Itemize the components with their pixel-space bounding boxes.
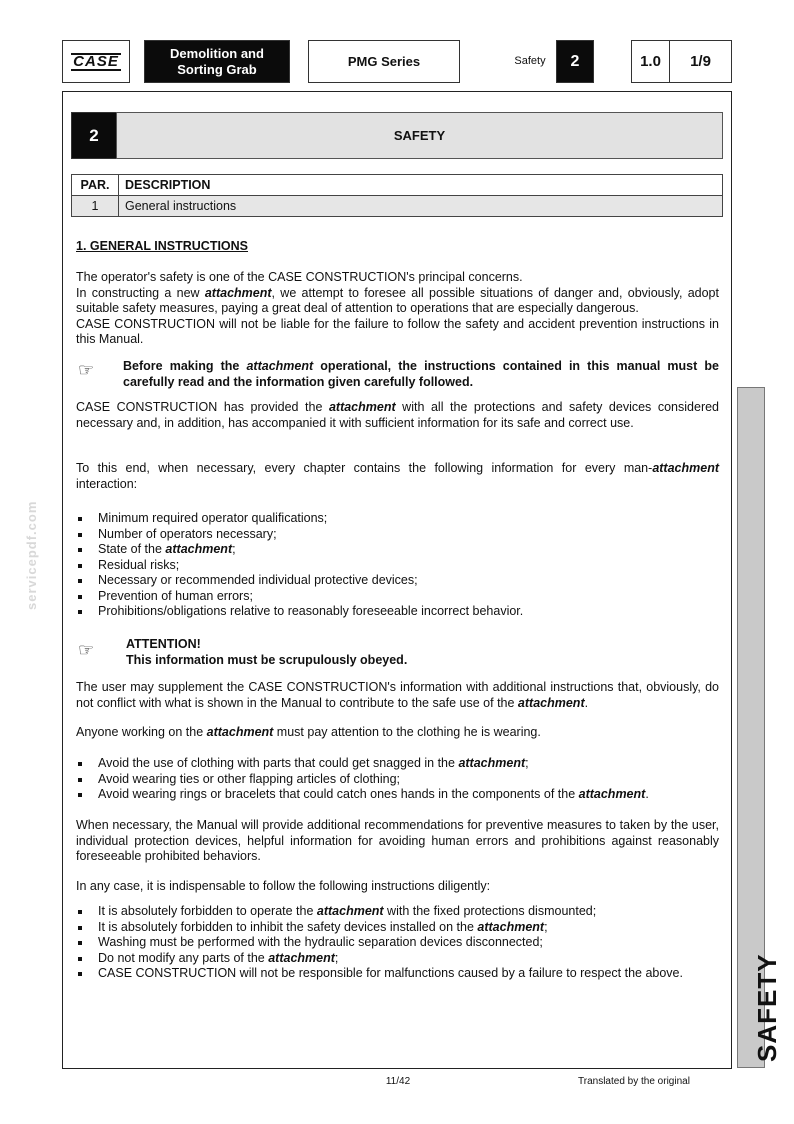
list-item [76, 920, 719, 936]
watermark: servicepdf.com [24, 500, 39, 610]
text: operational, the instructions contained in this manual must be carefully read and the information given carefully followed. [123, 359, 719, 389]
list-item [76, 787, 719, 803]
page-of-chapter: 1/9 [669, 40, 732, 83]
chapter-info-list [76, 511, 719, 620]
term-attachment: attachment [652, 461, 719, 475]
term-attachment: attachment [165, 542, 233, 556]
text: with all the protections and safety devices considered necessary and, in addition, has accompanied it with sufficient information for its safe and correct use. [76, 400, 720, 430]
table-header-row [72, 175, 723, 196]
supplement-paragraph [76, 680, 719, 711]
paragraph-index-table [71, 174, 723, 217]
text: It is absolutely forbidden to operate the [98, 904, 317, 918]
text: Anyone working on the [76, 725, 207, 739]
term-attachment: attachment [458, 756, 526, 770]
term-attachment: attachment [206, 725, 274, 739]
row-par: 1 [72, 196, 119, 217]
clothing-list [76, 756, 719, 803]
term-attachment: attachment [204, 285, 272, 300]
clothing-paragraph [76, 725, 719, 741]
text: In constructing a new [76, 285, 205, 300]
text: It is absolutely forbidden to inhibit the safety devices installed on the [98, 919, 478, 934]
text: Before making the [123, 359, 247, 373]
list-item: Necessary or recommended individual protective devices; [76, 573, 719, 589]
list-item [76, 951, 719, 967]
list-item: Washing must be performed with the hydraulic separation devices disconnected; [76, 935, 719, 951]
pointing-hand-icon: ☞ [78, 640, 95, 660]
side-tab-label: SAFETY [752, 953, 782, 1062]
header-par: PAR. [72, 175, 119, 196]
list-item: Minimum required operator qualifications; [76, 511, 719, 527]
product-title-box [144, 40, 290, 83]
section-heading: 1. GENERAL INSTRUCTIONS [76, 239, 249, 253]
recommendations-paragraph: When necessary, the Manual will provide additional recommendations for preventive measures to taken by the user, individual protection devices, helpful information for avoiding human errors and prohibitions against reasonably foreseeable prohibited behaviors. [76, 818, 719, 863]
text: Avoid wearing rings or bracelets that could catch ones hands in the components of the [98, 787, 579, 801]
intro-constructing [76, 286, 719, 317]
series-label: PMG Series [347, 54, 421, 69]
chapter-title: SAFETY [116, 112, 723, 159]
header-description: DESCRIPTION [119, 175, 723, 196]
text: interaction: [76, 476, 138, 491]
page-number: 11/42 [385, 1076, 411, 1087]
instructions-list [76, 904, 719, 982]
revision-number: 1.0 [631, 40, 670, 83]
term-attachment: attachment [477, 919, 545, 934]
product-title-line1: Demolition and [170, 45, 264, 61]
text: . [645, 787, 649, 801]
list-item: Prevention of human errors; [76, 589, 719, 605]
text: State of the [98, 542, 166, 556]
term-attachment: attachment [268, 950, 335, 965]
text: , we attempt to foresee all possible situations of danger and, obviously, adopt suitable safety measures, paying a great deal of attention to operations that are especially dangerous. [76, 285, 719, 315]
instructions-intro: In any case, it is indispensable to follow the following instructions diligently: [76, 879, 491, 893]
text: To this end, when necessary, every chapter contains the following information for every man- [76, 461, 653, 475]
text: ; [544, 919, 548, 934]
text: ; [232, 542, 236, 556]
translation-note: Translated by the original [578, 1076, 690, 1087]
note-read-manual [123, 359, 719, 390]
chapter-info-paragraph [76, 461, 719, 492]
intro-line: The operator's safety is one of the CASE CONSTRUCTION's principal concerns. [76, 270, 523, 284]
text: Do not modify any parts of the [98, 950, 269, 965]
row-description: General instructions [119, 196, 723, 217]
text: must pay attention to the clothing he is wearing. [273, 725, 541, 739]
chapter-number: 2 [71, 112, 117, 159]
text: CASE CONSTRUCTION has provided the [76, 400, 329, 414]
attention-note [126, 637, 719, 668]
attention-text: This information must be scrupulously obeyed. [126, 652, 408, 667]
term-attachment: attachment [578, 787, 646, 801]
text: The user may supplement the CASE CONSTRUCTION's information with additional instructions that, obviously, do not conflict with what is shown in the Manual to contribute to the safe use of the [76, 680, 719, 710]
text: with the fixed protections dismounted; [383, 904, 597, 918]
list-item: CASE CONSTRUCTION will not be responsible for malfunctions caused by a failure to respect the above. [76, 966, 719, 982]
list-item: Prohibitions/obligations relative to reasonably foreseeable incorrect behavior. [76, 604, 719, 620]
list-item: Avoid wearing ties or other flapping articles of clothing; [76, 772, 719, 788]
list-item [76, 904, 719, 920]
list-item: Residual risks; [76, 558, 719, 574]
product-title-line2: Sorting Grab [177, 61, 257, 77]
series-box [308, 40, 460, 83]
case-logo: CASE [73, 52, 119, 70]
term-attachment: attachment [316, 904, 384, 918]
pointing-hand-icon: ☞ [78, 360, 95, 380]
term-attachment: attachment [517, 695, 585, 710]
text: Avoid the use of clothing with parts that could get snagged in the [98, 756, 459, 770]
list-item: Number of operators necessary; [76, 527, 719, 543]
protections-paragraph [76, 400, 719, 431]
table-row [72, 196, 723, 217]
term-attachment: attachment [246, 359, 314, 373]
term-attachment: attachment [328, 400, 396, 414]
attention-title: ATTENTION! [126, 637, 201, 651]
intro-paragraph [76, 270, 719, 348]
logo-box [62, 40, 130, 83]
text: . [584, 695, 589, 710]
section-number: 2 [556, 40, 594, 83]
list-item [76, 756, 719, 772]
text: ; [525, 756, 529, 770]
section-name: Safety [514, 55, 546, 67]
text: ; [334, 950, 339, 965]
list-item [76, 542, 719, 558]
intro-liability: CASE CONSTRUCTION will not be liable for the failure to follow the safety and accident prevention instructions in this Manual. [76, 316, 719, 346]
